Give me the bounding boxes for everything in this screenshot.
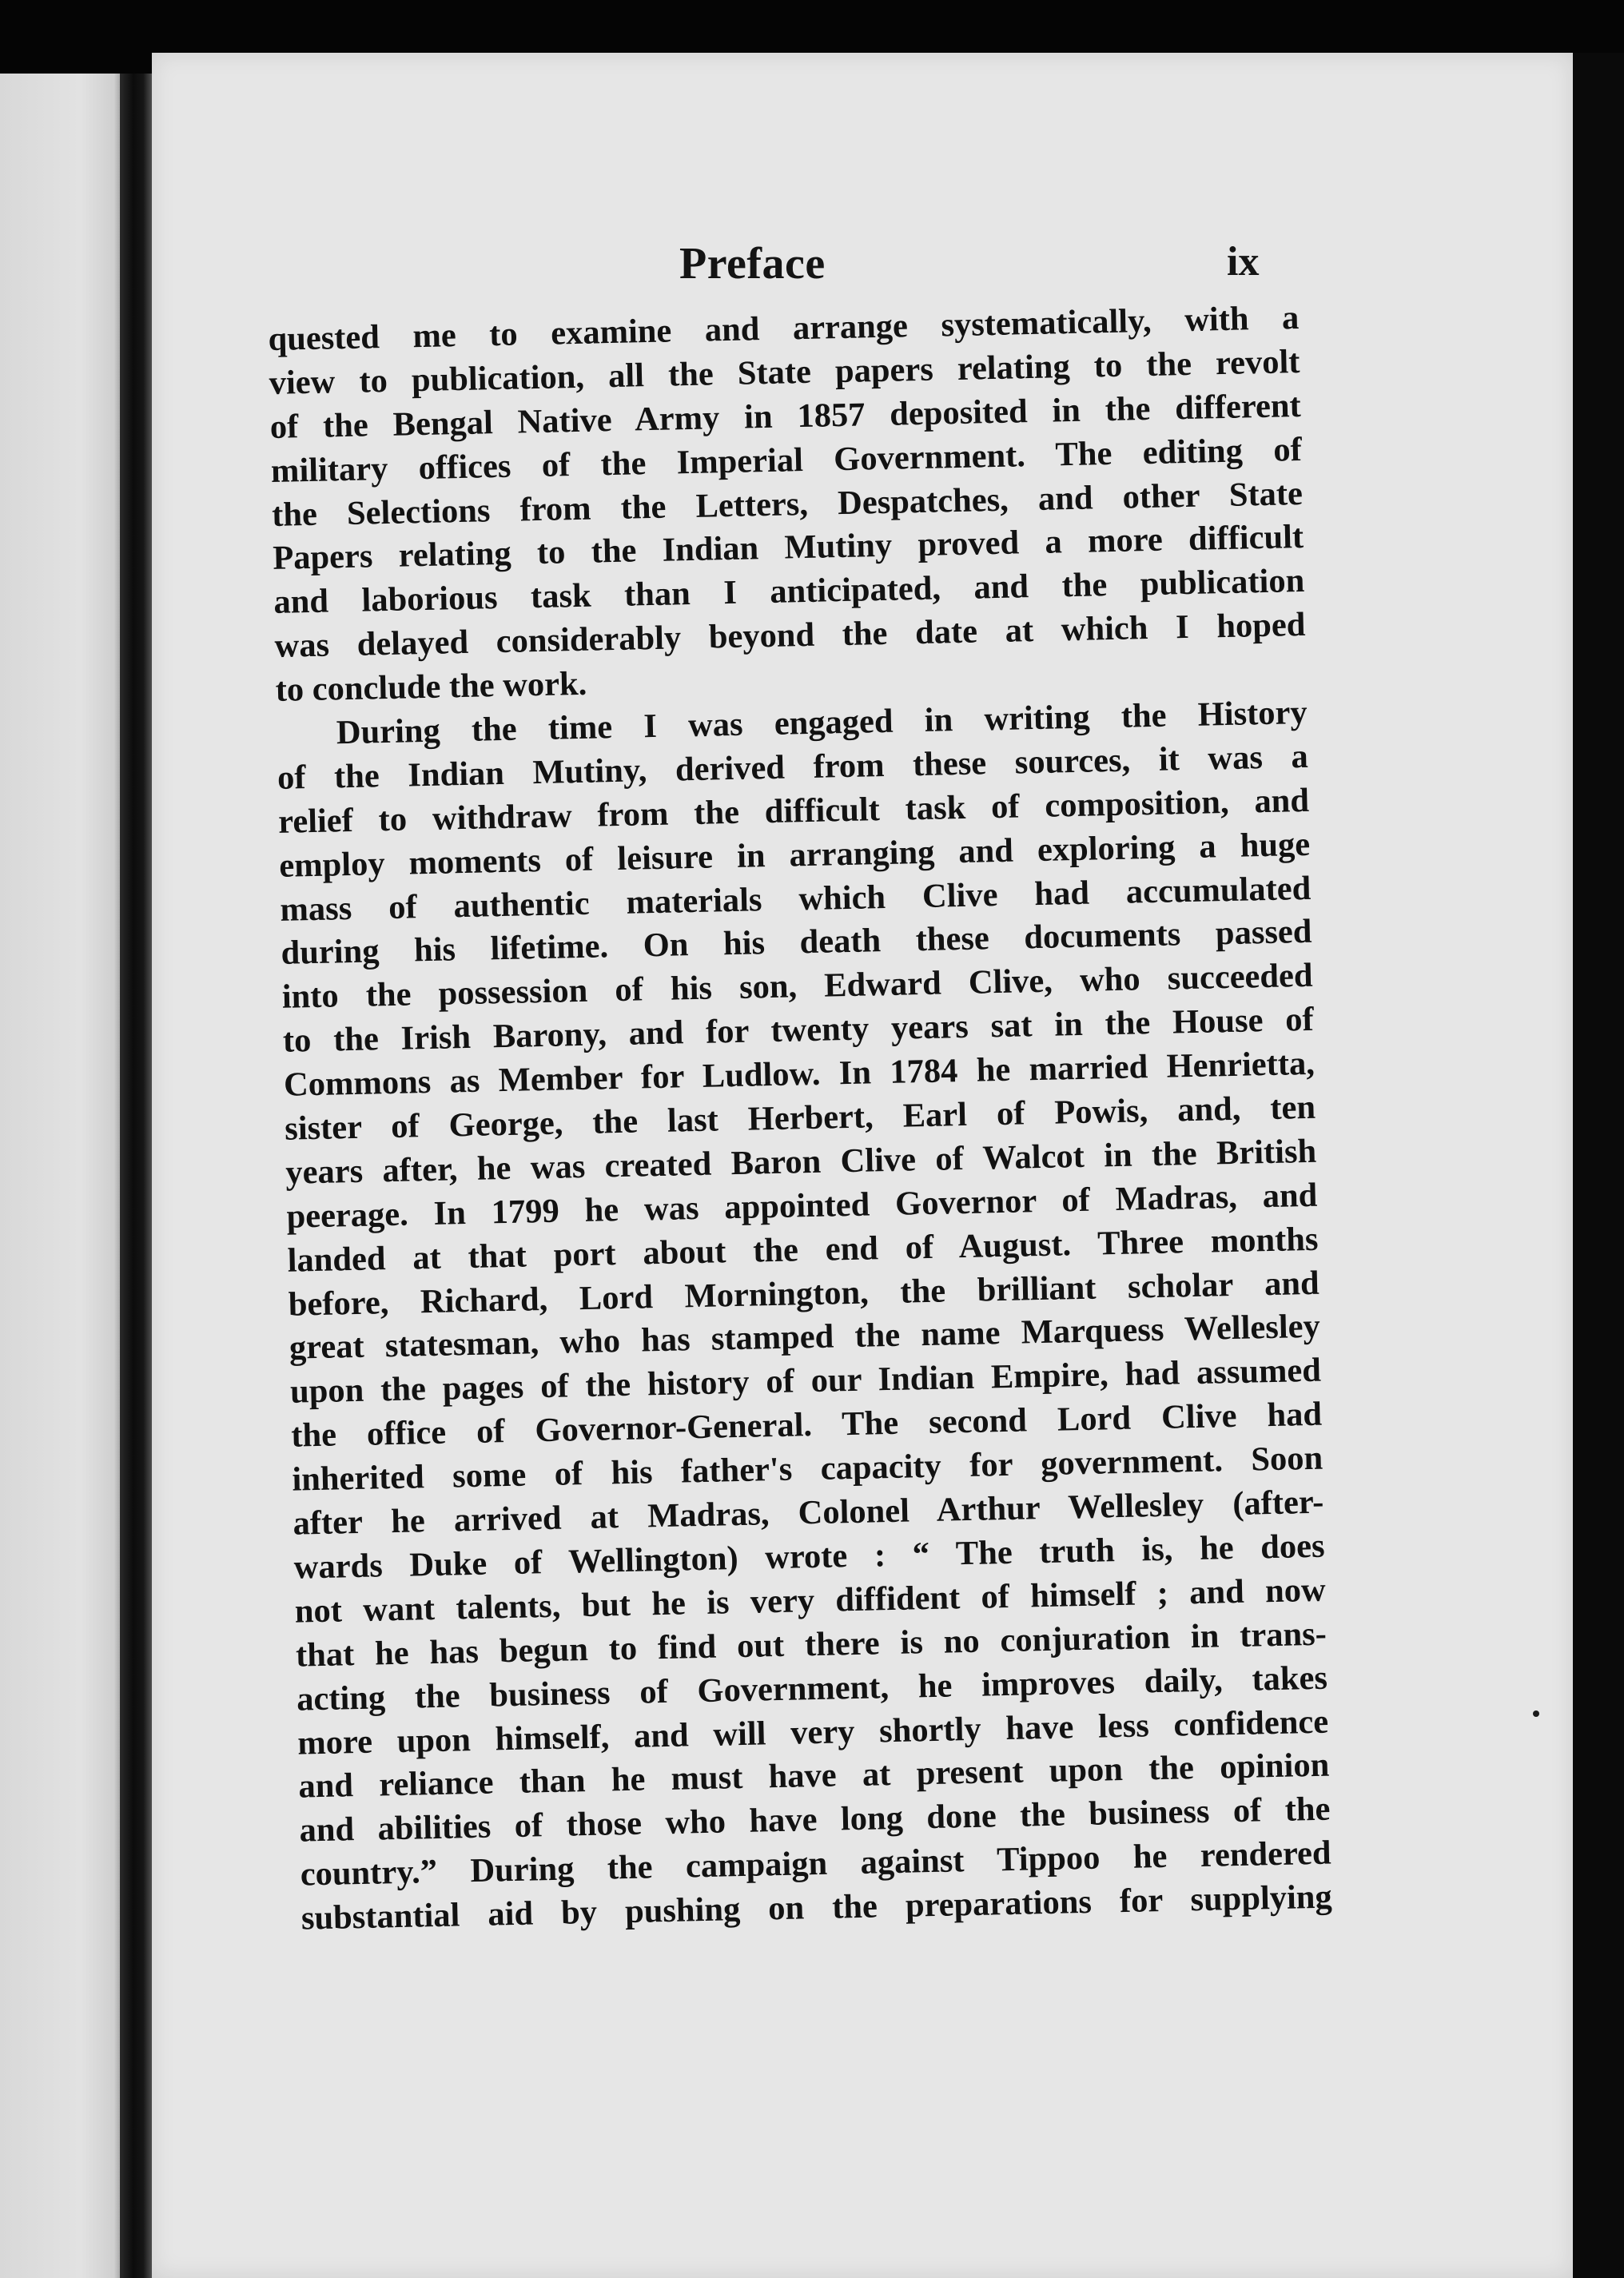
text-line: not want talents, but he is very diffident of himself ; and now	[294, 1571, 1327, 1631]
text-line: that he has begun to find out there is no conjuration in trans-	[295, 1615, 1327, 1675]
text-line: sister of George, the last Herbert, Earl of Powis, and, ten	[284, 1088, 1316, 1148]
facing-page-edge	[0, 74, 134, 2278]
text-line: more upon himself, and will very shortly have less confidence	[297, 1703, 1329, 1762]
scan-border	[1573, 53, 1624, 2278]
text-line: after he arrived at Madras, Colonel Arthur Wellesley (after-	[293, 1483, 1324, 1543]
text-line: military offices of the Imperial Government. The editing of	[270, 430, 1303, 490]
body-text	[268, 297, 1332, 1941]
scan-speck	[1533, 1710, 1539, 1717]
text-line: into the possession of his son, Edward Clive, who succeeded	[281, 957, 1314, 1017]
text-line: to the Irish Barony, and for twenty years sat in the House of	[282, 1001, 1315, 1061]
text-line: to conclude the work.	[275, 664, 587, 710]
text-line: was delayed considerably beyond the date at which I hoped	[274, 606, 1306, 666]
text-line: the Selections from the Letters, Despatches, and other State	[271, 474, 1304, 534]
book-gutter	[120, 74, 153, 2278]
text-line: and reliance than he must have at present upon the opinion	[297, 1746, 1330, 1806]
text-line: relief to withdraw from the difficult task of composition, and	[277, 781, 1310, 841]
text-line: during his lifetime. On his death these documents passed	[281, 913, 1312, 973]
text-line: view to publication, all the State papers relating to the revolt	[269, 342, 1300, 402]
text-line: the office of Governor-General. The second Lord Clive had	[290, 1395, 1323, 1455]
text-line: substantial aid by pushing on the preparations for supplying	[301, 1878, 1333, 1937]
text-line: of the Bengal Native Army in 1857 deposited in the different	[269, 386, 1302, 446]
page-header	[152, 230, 1573, 302]
text-line: peerage. In 1799 he was appointed Governor of Madras, and	[286, 1176, 1318, 1236]
text-line: years after, he was created Baron Clive of Walcot in the British	[285, 1132, 1317, 1192]
text-line: Papers relating to the Indian Mutiny proved a more difficult	[272, 518, 1304, 578]
text-line: inherited some of his father's capacity for government. Soon	[291, 1439, 1323, 1499]
text-line: and laborious task than I anticipated, and the publication	[273, 562, 1305, 622]
text-line: before, Richard, Lord Mornington, the brilliant scholar and	[288, 1264, 1320, 1324]
text-line: Commons as Member for Ludlow. In 1784 he married Henrietta,	[283, 1044, 1316, 1104]
text-line: During the time I was engaged in writing the History	[336, 693, 1308, 752]
text-line: mass of authentic materials which Clive had accumulated	[280, 869, 1312, 929]
running-head: Preface	[679, 239, 826, 289]
text-line: wards Duke of Wellington) wrote : “ The truth is, he does	[293, 1527, 1325, 1587]
page-number: ix	[1227, 239, 1260, 285]
text-line: employ moments of leisure in arranging and exploring a huge	[278, 825, 1311, 885]
text-line: acting the business of Government, he improves daily, takes	[296, 1659, 1328, 1718]
text-line: landed at that port about the end of August. Three months	[287, 1220, 1319, 1280]
text-line: upon the pages of the history of our Indian Empire, had assumed	[289, 1352, 1322, 1412]
text-line: and abilities of those who have long done the business of the	[299, 1790, 1331, 1850]
text-line: of the Indian Mutiny, derived from these sources, it was a	[277, 737, 1309, 797]
text-line: country.” During the campaign against Tippoo he rendered	[300, 1834, 1331, 1894]
text-line: great statesman, who has stamped the name Marquess Wellesley	[289, 1308, 1321, 1368]
text-line: quested me to examine and arrange systematically, with a	[268, 298, 1300, 358]
